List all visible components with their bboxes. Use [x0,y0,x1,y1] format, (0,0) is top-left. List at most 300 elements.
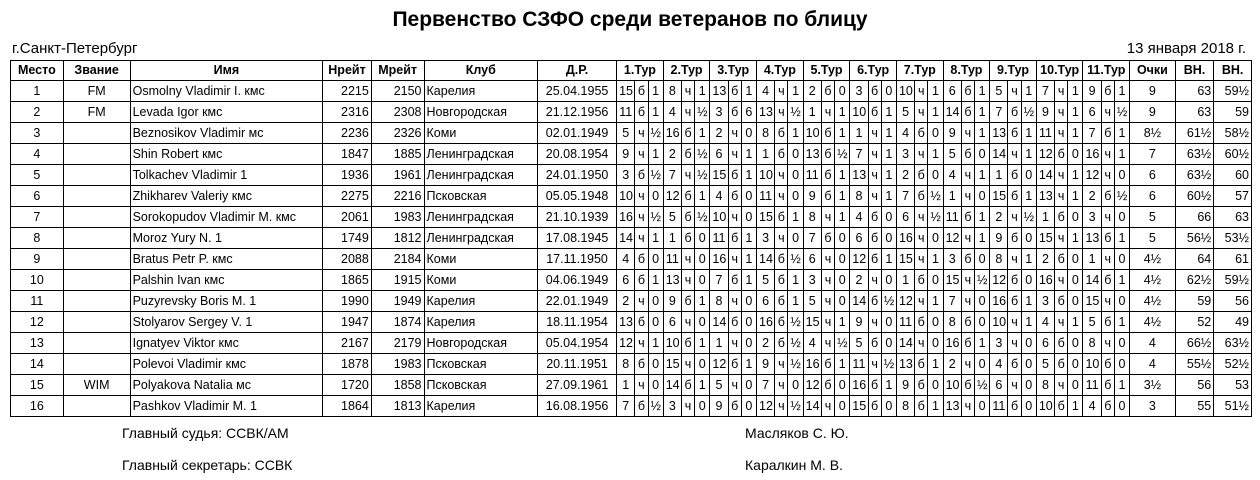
round-result-cell: 1 [974,123,989,144]
round-color-cell: ч [915,291,928,312]
round-result-cell: ½ [788,102,803,123]
round-result-cell: ½ [788,249,803,270]
round-result-cell: 1 [928,81,943,102]
round-color-cell: ч [681,312,694,333]
round-color-cell: б [1008,123,1021,144]
round-opponent-cell: 1 [757,144,775,165]
title-cell [63,333,130,354]
round-result-cell: ½ [788,396,803,417]
round-result-cell: 0 [928,228,943,249]
round-opponent-cell: 5 [990,81,1008,102]
round-result-cell: 1 [1114,312,1129,333]
round-result-cell: 0 [928,312,943,333]
round-opponent-cell: 3 [663,396,681,417]
standings-table [10,60,1252,417]
round-opponent-cell: 5 [803,291,821,312]
round-color-cell: ч [868,270,881,291]
round-opponent-cell: 15 [990,186,1008,207]
round-opponent-cell: 10 [850,102,868,123]
round-color-cell: ч [1101,144,1114,165]
round-color-cell: ч [681,102,694,123]
round-result-cell: 0 [1021,333,1036,354]
round-result-cell: 1 [974,165,989,186]
round-opponent-cell: 13 [1083,228,1101,249]
round-color-cell: б [1101,312,1114,333]
round-opponent-cell: 9 [757,354,775,375]
round-result-cell: 1 [741,228,756,249]
chief-judge-name: Масляков С. Ю. [745,425,849,441]
round-color-cell: б [728,165,741,186]
round-result-cell: 1 [928,396,943,417]
table-row [11,375,1252,396]
round-opponent-cell: 4 [663,102,681,123]
round-result-cell: 1 [1021,144,1036,165]
round-result-cell: 0 [928,165,943,186]
round-result-cell: 0 [835,396,850,417]
round-result-cell: 1 [1068,102,1083,123]
round-color-cell: б [821,228,834,249]
points-cell: 4 [1130,354,1176,375]
national-rating-cell: 1720 [323,375,372,396]
points-cell: 4½ [1130,312,1176,333]
round-result-cell: 0 [881,207,896,228]
round-color-cell: ч [681,354,694,375]
round-result-cell: 1 [1021,123,1036,144]
round-result-cell: 0 [1114,396,1129,417]
round-color-cell: ч [915,249,928,270]
round-result-cell: 1 [788,207,803,228]
round-result-cell: 1 [835,123,850,144]
round-opponent-cell: 7 [990,102,1008,123]
round-result-cell: 0 [1021,228,1036,249]
birth-date-cell: 21.10.1939 [538,207,617,228]
round-color-cell: ч [961,291,974,312]
title-cell: WIM [63,375,130,396]
round-opponent-cell: 4 [757,81,775,102]
table-row [11,291,1252,312]
birth-date-cell: 05.05.1948 [538,186,617,207]
round-result-cell: 0 [695,270,710,291]
round-result-cell: 0 [695,228,710,249]
round-color-cell: б [1101,396,1114,417]
round-opponent-cell: 11 [896,312,914,333]
round-result-cell: 0 [928,375,943,396]
round-opponent-cell: 5 [850,333,868,354]
round-opponent-cell: 1 [990,165,1008,186]
date-label: 13 января 2018 г. [1126,40,1246,57]
round-opponent-cell: 1 [663,228,681,249]
round-opponent-cell: 12 [990,270,1008,291]
round-opponent-cell: 8 [710,291,728,312]
round-result-cell: 1 [881,165,896,186]
round-color-cell: ч [775,186,788,207]
round-color-cell: ч [915,81,928,102]
points-cell: 4½ [1130,291,1176,312]
round-opponent-cell: 1 [1083,249,1101,270]
round-color-cell: ч [775,228,788,249]
round-color-cell: б [1008,270,1021,291]
round-result-cell: 0 [741,375,756,396]
round-opponent-cell: 15 [757,207,775,228]
round-opponent-cell: 13 [803,144,821,165]
round-opponent-cell: 15 [803,312,821,333]
round-color-cell: б [1008,165,1021,186]
tiebreak1-cell: 52 [1175,312,1214,333]
round-result-cell: ½ [835,333,850,354]
round-opponent-cell: 9 [943,123,961,144]
round-color-cell: б [915,186,928,207]
round-result-cell: 1 [788,291,803,312]
round-opponent-cell: 1 [943,186,961,207]
page-title: Первенство СЗФО среди ветеранов по блицу [392,8,868,31]
round-color-cell: ч [775,81,788,102]
place-cell: 11 [11,291,64,312]
round-color-cell: б [728,270,741,291]
chief-secretary-label: Главный секретарь: ССВК [122,457,293,473]
round-color-cell: б [635,249,648,270]
round-color-cell: б [728,396,741,417]
round-color-cell: б [868,81,881,102]
tiebreak2-cell: 53 [1214,375,1252,396]
round-color-cell: б [961,81,974,102]
round-color-cell: б [961,144,974,165]
place-cell: 6 [11,186,64,207]
round-opponent-cell: 5 [1036,354,1054,375]
national-rating-cell: 2316 [323,102,372,123]
round-result-cell: 0 [881,228,896,249]
round-color-cell: б [635,165,648,186]
round-result-cell: 1 [1021,81,1036,102]
tiebreak1-cell: 55 [1175,396,1214,417]
round-result-cell: 0 [1068,270,1083,291]
round-color-cell: б [775,291,788,312]
round-color-cell: ч [1055,102,1068,123]
column-header: 2.Тур [663,61,710,81]
round-color-cell: ч [1008,312,1021,333]
round-color-cell: ч [868,354,881,375]
table-row [11,186,1252,207]
points-cell: 4 [1130,333,1176,354]
round-result-cell: 1 [648,102,663,123]
round-opponent-cell: 3 [850,81,868,102]
points-cell: 9 [1130,102,1176,123]
round-opponent-cell: 2 [1083,186,1101,207]
round-opponent-cell: 3 [710,102,728,123]
player-name-cell: Bratus Petr P. кмс [130,249,323,270]
round-color-cell: ч [681,165,694,186]
round-color-cell: ч [868,165,881,186]
column-header: Д.Р. [538,61,617,81]
round-result-cell: ½ [881,354,896,375]
round-result-cell: 0 [1021,165,1036,186]
points-cell: 3½ [1130,375,1176,396]
round-result-cell: 0 [741,333,756,354]
round-result-cell: 0 [788,144,803,165]
round-opponent-cell: 4 [850,207,868,228]
round-color-cell: ч [728,333,741,354]
round-opponent-cell: 8 [617,354,635,375]
round-color-cell: б [961,312,974,333]
column-header: Очки [1130,61,1176,81]
round-opponent-cell: 8 [990,249,1008,270]
table-row [11,102,1252,123]
round-opponent-cell: 12 [757,396,775,417]
round-opponent-cell: 5 [663,207,681,228]
column-header: 5.Тур [803,61,850,81]
round-opponent-cell: 7 [663,165,681,186]
title-cell [63,354,130,375]
round-result-cell: 1 [928,144,943,165]
round-result-cell: 0 [974,291,989,312]
international-rating-cell: 1983 [371,354,424,375]
round-opponent-cell: 14 [663,375,681,396]
place-cell: 14 [11,354,64,375]
round-color-cell: б [728,186,741,207]
round-opponent-cell: 10 [1083,354,1101,375]
round-result-cell: ½ [695,144,710,165]
round-color-cell: ч [868,123,881,144]
tiebreak2-cell: 56 [1214,291,1252,312]
table-row [11,228,1252,249]
round-result-cell: 0 [741,312,756,333]
tiebreak1-cell: 64 [1175,249,1214,270]
round-result-cell: 1 [741,81,756,102]
round-opponent-cell: 12 [710,354,728,375]
club-cell: Коми [424,123,538,144]
title-cell [63,249,130,270]
round-color-cell: б [915,375,928,396]
round-opponent-cell: 10 [710,207,728,228]
round-opponent-cell: 16 [617,207,635,228]
round-opponent-cell: 6 [803,249,821,270]
round-opponent-cell: 8 [803,207,821,228]
round-opponent-cell: 9 [990,228,1008,249]
round-opponent-cell: 4 [617,249,635,270]
round-color-cell: ч [821,102,834,123]
round-opponent-cell: 1 [896,270,914,291]
column-header: ВН. [1214,61,1252,81]
international-rating-cell: 1858 [371,375,424,396]
club-cell: Карелия [424,396,538,417]
round-opponent-cell: 14 [757,249,775,270]
round-result-cell: 1 [741,165,756,186]
national-rating-cell: 1936 [323,165,372,186]
round-opponent-cell: 6 [710,144,728,165]
round-result-cell: 0 [881,396,896,417]
table-row [11,144,1252,165]
round-color-cell: б [775,144,788,165]
points-cell: 6 [1130,165,1176,186]
tiebreak1-cell: 56 [1175,375,1214,396]
round-color-cell: б [868,249,881,270]
title-cell: FM [63,81,130,102]
round-result-cell: 0 [1068,354,1083,375]
round-color-cell: ч [1101,165,1114,186]
national-rating-cell: 2167 [323,333,372,354]
club-cell: Карелия [424,291,538,312]
round-opponent-cell: 3 [617,165,635,186]
club-cell: Коми [424,270,538,291]
round-color-cell: б [635,396,648,417]
place-cell: 15 [11,375,64,396]
round-color-cell: ч [728,249,741,270]
international-rating-cell: 1885 [371,144,424,165]
player-name-cell: Stolyarov Sergey V. 1 [130,312,323,333]
round-color-cell: ч [728,291,741,312]
round-opponent-cell: 14 [1083,270,1101,291]
round-color-cell: ч [728,123,741,144]
round-opponent-cell: 10 [663,333,681,354]
round-result-cell: 1 [695,186,710,207]
national-rating-cell: 2275 [323,186,372,207]
round-opponent-cell: 7 [710,270,728,291]
round-color-cell: б [775,312,788,333]
round-opponent-cell: 11 [1036,123,1054,144]
round-opponent-cell: 16 [757,312,775,333]
round-result-cell: 1 [881,186,896,207]
round-opponent-cell: 1 [803,102,821,123]
round-opponent-cell: 6 [617,270,635,291]
national-rating-cell: 2088 [323,249,372,270]
table-row [11,333,1252,354]
round-color-cell: ч [635,123,648,144]
round-opponent-cell: 6 [896,207,914,228]
round-opponent-cell: 5 [943,144,961,165]
round-result-cell: 1 [928,249,943,270]
round-result-cell: 0 [648,186,663,207]
round-result-cell: 0 [1068,291,1083,312]
round-opponent-cell: 11 [850,354,868,375]
round-opponent-cell: 10 [896,81,914,102]
tiebreak2-cell: 63½ [1214,333,1252,354]
round-color-cell: б [821,354,834,375]
round-result-cell: ½ [648,207,663,228]
round-color-cell: б [681,207,694,228]
round-color-cell: ч [1101,291,1114,312]
place-cell: 5 [11,165,64,186]
round-color-cell: ч [1008,207,1021,228]
international-rating-cell: 2308 [371,102,424,123]
tiebreak2-cell: 60 [1214,165,1252,186]
round-color-cell: ч [1055,123,1068,144]
club-cell: Коми [424,249,538,270]
round-color-cell: ч [1008,333,1021,354]
column-header: Нрейт [323,61,372,81]
player-name-cell: Beznosikov Vladimir мс [130,123,323,144]
round-result-cell: 0 [881,81,896,102]
points-cell: 9 [1130,81,1176,102]
round-color-cell: б [868,228,881,249]
points-cell: 5 [1130,228,1176,249]
round-result-cell: 0 [788,375,803,396]
round-opponent-cell: 11 [1083,375,1101,396]
table-row [11,123,1252,144]
birth-date-cell: 04.06.1949 [538,270,617,291]
tiebreak1-cell: 63 [1175,81,1214,102]
round-opponent-cell: 12 [896,291,914,312]
player-name-cell: Palshin Ivan кмс [130,270,323,291]
round-color-cell: б [635,102,648,123]
round-color-cell: ч [681,396,694,417]
round-color-cell: ч [775,375,788,396]
round-result-cell: 1 [1068,165,1083,186]
round-result-cell: 0 [1114,291,1129,312]
round-color-cell: ч [635,186,648,207]
round-color-cell: б [1101,354,1114,375]
round-color-cell: ч [915,144,928,165]
round-opponent-cell: 10 [617,186,635,207]
round-opponent-cell: 3 [803,270,821,291]
round-color-cell: б [868,333,881,354]
round-opponent-cell: 13 [710,81,728,102]
round-result-cell: ½ [1114,186,1129,207]
player-name-cell: Tolkachev Vladimir 1 [130,165,323,186]
round-result-cell: ½ [928,207,943,228]
round-result-cell: 1 [835,207,850,228]
round-result-cell: 0 [1021,375,1036,396]
round-color-cell: ч [635,333,648,354]
table-row [11,354,1252,375]
round-opponent-cell: 2 [850,270,868,291]
round-opponent-cell: 13 [1036,186,1054,207]
round-opponent-cell: 12 [663,186,681,207]
round-color-cell: ч [728,207,741,228]
birth-date-cell: 02.01.1949 [538,123,617,144]
round-opponent-cell: 9 [1036,102,1054,123]
round-opponent-cell: 7 [1083,123,1101,144]
round-opponent-cell: 7 [1036,81,1054,102]
round-opponent-cell: 5 [710,375,728,396]
round-result-cell: 0 [1068,207,1083,228]
player-name-cell: Ignatyev Viktor кмс [130,333,323,354]
round-opponent-cell: 15 [850,396,868,417]
round-color-cell: б [681,375,694,396]
round-result-cell: 0 [928,270,943,291]
international-rating-cell: 1949 [371,291,424,312]
round-color-cell: ч [1101,207,1114,228]
round-result-cell: 0 [835,375,850,396]
round-color-cell: ч [681,81,694,102]
round-color-cell: ч [635,228,648,249]
round-opponent-cell: 13 [617,312,635,333]
round-result-cell: ½ [1114,102,1129,123]
national-rating-cell: 2061 [323,207,372,228]
round-opponent-cell: 3 [943,249,961,270]
round-result-cell: 1 [1114,144,1129,165]
round-color-cell: б [961,102,974,123]
international-rating-cell: 1812 [371,228,424,249]
round-result-cell: 1 [648,270,663,291]
round-opponent-cell: 4 [803,333,821,354]
round-opponent-cell: 15 [663,354,681,375]
round-color-cell: б [1008,354,1021,375]
birth-date-cell: 20.11.1951 [538,354,617,375]
tiebreak1-cell: 61½ [1175,123,1214,144]
round-result-cell: 1 [881,123,896,144]
round-opponent-cell: 5 [1083,312,1101,333]
round-color-cell: ч [1055,165,1068,186]
round-color-cell: б [681,144,694,165]
table-row [11,249,1252,270]
round-opponent-cell: 11 [943,207,961,228]
tiebreak1-cell: 66½ [1175,333,1214,354]
tiebreak1-cell: 56½ [1175,228,1214,249]
round-opponent-cell: 16 [803,354,821,375]
international-rating-cell: 1915 [371,270,424,291]
tiebreak2-cell: 61 [1214,249,1252,270]
round-color-cell: ч [821,270,834,291]
birth-date-cell: 20.08.1954 [538,144,617,165]
